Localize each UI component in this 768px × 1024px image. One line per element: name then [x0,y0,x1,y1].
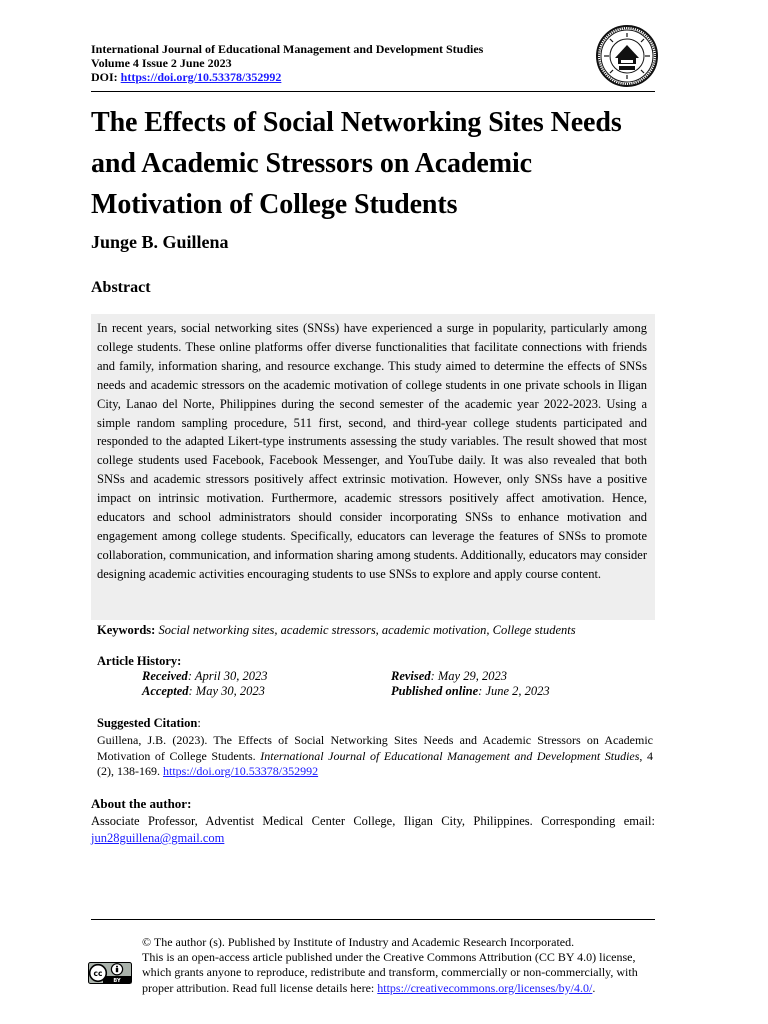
doi-label: DOI: [91,70,121,84]
paper-title: The Effects of Social Networking Sites Needs and Academic Stressors on Academic Motivation of College Students [91,107,622,220]
author-name: Junge B. Guillena [91,232,229,252]
revised-value: : May 29, 2023 [430,669,507,683]
license-link[interactable]: https://creativecommons.org/licenses/by/4.0/ [377,980,593,995]
journal-seal-logo [596,25,658,87]
footer-divider [91,919,655,920]
published-date [391,684,550,699]
volume-issue: Volume 4 Issue 2 June 2023 [91,56,232,70]
keywords-line [97,621,657,639]
received-label: Received [142,669,188,683]
article-history-label: Article History: [97,654,182,668]
journal-name: International Journal of Educational Management and Development Studies [91,42,484,56]
journal-header [91,42,571,84]
citation-journal: International Journal of Educational Management and Development Studies [260,748,640,763]
citation-doi-link[interactable]: https://doi.org/10.53378/352992 [163,764,319,778]
abstract-heading: Abstract [91,279,151,296]
citation-volume-pages: , 4 (2), 138-169. [97,748,653,778]
about-author-text: Associate Professor, Adventist Medical Center College, Iligan City, Philippines. Corresponding email: [91,814,655,828]
received-date [142,669,267,684]
license-block [142,935,658,996]
citation-authors-title: Guillena, J.B. (2023). The Effects of Social Networking Sites Needs and Academic Stressors on Academic Motivation of College Students. [97,733,653,763]
citation-label-text: Suggested Citation [97,716,198,730]
received-value: : April 30, 2023 [187,669,268,683]
accepted-label: Accepted [142,684,189,698]
doi-line [91,70,571,84]
revised-date [391,669,507,684]
published-value: : June 2, 2023 [478,684,550,698]
citation-label-colon: : [197,716,201,730]
license-body: This is an open-access article published under the Creative Commons Attribution (CC BY 4.0) license, which grants anyone to reproduce, redistribute and transform, commercially or non-commercially, with proper attribution. Read full license details here: [142,950,638,995]
revised-label: Revised [391,669,431,683]
doi-link[interactable]: https://doi.org/10.53378/352992 [120,70,282,84]
citation-text [97,733,653,780]
keywords-list: Social networking sites, academic stressors, academic motivation, College students [155,623,576,637]
about-author-label: About the author: [91,796,192,811]
license-end: . [592,980,596,995]
header-divider [91,91,655,92]
cc-by-badge-icon [88,962,132,984]
svg-text:cc: cc [93,969,103,978]
email-link[interactable]: jun28guillena@gmail.com [91,831,225,845]
accepted-value: : May 30, 2023 [188,684,265,698]
cc-badge-label: BY [113,978,121,984]
copyright-line: © The author (s). Published by Institute of Industry and Academic Research Incorporated. [142,935,575,949]
accepted-date [142,684,265,699]
abstract-text: In recent years, social networking sites (SNSs) have experienced a surge in popularity, particularly among college students. These online platforms offer diverse functionalities that facilitate connections with friends and family, information sharing, and resource exchange. This study aimed to determine the effects of SNSs needs and academic stressors on the academic motivation of college students in one private schools in Iligan City, Lanao del Norte, Philippines during the second semester of the academic year 2022-2023. Using a simple random sampling procedure, 511 first, second, and third-year college students participated and responded to the adapted Likert-type instruments assessing the study variables. The result showed that most college students used Facebook, Facebook Messenger, and YouTube daily. It was also revealed that both SNSs and academic stressors positively affect extrinsic motivation. However, only SNSs have a positive impact on intrinsic motivation. Furthermore, academic stressors positively affect amotivation. Hence, educators and school administrators should consider incorporating SNSs to enhance motivation and engagement among college students. Specifically, educators can leverage the features of SNSs to promote collaboration, communication, and information sharing among students. Additionally, educators may consider designing academic activities encouraging students to use SNSs to explore and apply course content. [97,321,647,581]
license-text [142,950,658,996]
author-email-link [91,831,224,846]
abstract-box [91,314,655,620]
published-label: Published online [391,684,479,698]
keywords-label: Keywords: [97,623,156,637]
citation-label [97,716,201,731]
